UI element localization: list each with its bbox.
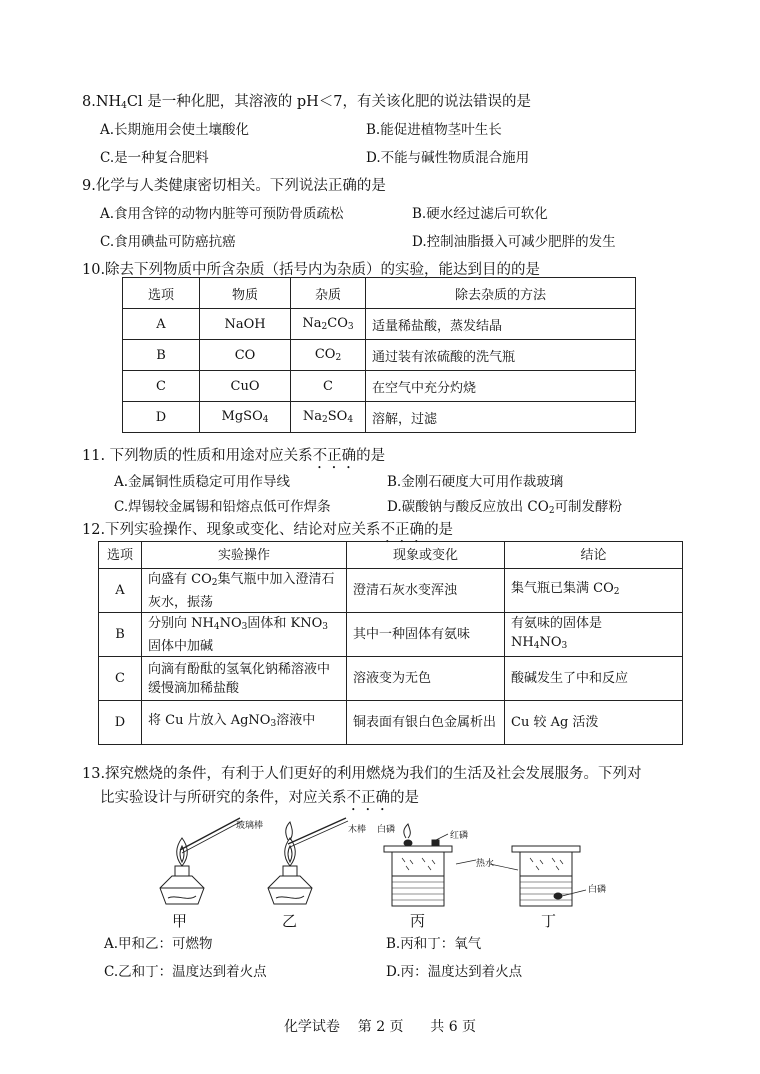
q13-option-d[interactable]: D.丙：温度达到着火点 bbox=[386, 964, 523, 980]
q9-option-a[interactable]: A.食用含锌的动物内脏等可预防骨质疏松 bbox=[100, 206, 344, 222]
label-white-phosphorus-2: 白磷 bbox=[588, 885, 607, 895]
q11-option-a[interactable]: A.金属铜性质稳定可用作导线 bbox=[114, 474, 291, 490]
q8-subscript: 4 bbox=[121, 101, 127, 111]
question-13-stem-line1: 13.探究燃烧的条件，有利于人们更好的利用燃烧为我们的生活及社会发展服务。下列对 bbox=[82, 766, 642, 782]
formula-sub: 4 bbox=[213, 621, 220, 632]
formula-sub: 2 bbox=[321, 322, 328, 332]
wood-stick bbox=[288, 818, 346, 844]
formula-sub: 3 bbox=[561, 640, 568, 651]
table-row bbox=[99, 701, 683, 745]
formula-sub: 3 bbox=[322, 621, 328, 632]
q9-option-c[interactable]: C.食用碘盐可防癌抗癌 bbox=[100, 234, 236, 250]
table-row bbox=[123, 340, 636, 371]
q10-header-option: 选项 bbox=[123, 278, 200, 309]
table-row bbox=[123, 402, 636, 433]
table-row bbox=[99, 613, 683, 657]
formula-sub: 2 bbox=[335, 353, 342, 363]
q10-row-d-impurity bbox=[291, 402, 366, 433]
text-part: 固体中加碱 bbox=[148, 638, 214, 654]
label-wood-stick: 木棒 bbox=[348, 825, 367, 835]
q12-header-option: 选项 bbox=[99, 542, 142, 569]
q9-option-b[interactable]: B.硬水经过滤后可软化 bbox=[412, 206, 548, 222]
q10-row-c-option: C bbox=[123, 371, 200, 402]
glass-rod bbox=[180, 818, 240, 850]
glass-rod-edge bbox=[182, 821, 242, 853]
table-row bbox=[123, 371, 636, 402]
q10-row-a-option: A bbox=[123, 309, 200, 340]
label-hot-water: 热水 bbox=[476, 859, 495, 869]
q11-option-d[interactable] bbox=[387, 495, 622, 516]
q12-row-b-phenomenon: 其中一种固体有氨味 bbox=[347, 613, 505, 657]
q10-row-b-impurity bbox=[291, 340, 366, 371]
text-part: 集气瓶已集满 CO bbox=[511, 581, 614, 596]
alcohol-lamp-yi bbox=[268, 822, 312, 904]
caption-yi: 乙 bbox=[282, 912, 298, 930]
text-part: NO bbox=[219, 615, 242, 631]
label-white-phosphorus: 白磷 bbox=[377, 825, 396, 835]
q10-row-d-option: D bbox=[123, 402, 200, 433]
q10-table bbox=[122, 277, 636, 433]
q12-header-operation: 实验操作 bbox=[142, 542, 347, 569]
q10-header-substance: 物质 bbox=[200, 278, 291, 309]
q10-row-a-impurity bbox=[291, 309, 366, 340]
question-11-stem bbox=[82, 444, 385, 472]
table-row bbox=[123, 309, 636, 340]
q10-row-a-substance: NaOH bbox=[200, 309, 291, 340]
caption-ding: 丁 bbox=[541, 912, 557, 930]
formula-sub: 2 bbox=[613, 587, 620, 597]
q11-pre: 11. 下列物质的性质和用途对应关系 bbox=[82, 448, 313, 464]
q8-prefix: 8.NH bbox=[82, 94, 122, 110]
text-part: 有氨味的固体是 bbox=[511, 615, 603, 631]
q10-header-method: 除去杂质的方法 bbox=[366, 278, 636, 309]
q12-emphasis: 不正确 bbox=[380, 522, 425, 538]
q10-header-impurity: 杂质 bbox=[291, 278, 366, 309]
q8-text: Cl 是一种化肥，其溶液的 pH＜7，有关该化肥的说法错误的是 bbox=[126, 94, 532, 110]
q12-row-a-conclusion bbox=[505, 569, 683, 613]
beaker-ding bbox=[512, 846, 580, 906]
q10-row-c-impurity: C bbox=[291, 371, 366, 402]
q12-row-c-phenomenon: 溶液变为无色 bbox=[347, 657, 505, 701]
formula-part: Na bbox=[302, 316, 322, 331]
q12-pre: 12.下列实验操作、现象或变化、结论对应关系 bbox=[82, 522, 381, 538]
q13-option-a[interactable]: A.甲和乙：可燃物 bbox=[104, 936, 213, 952]
caption-bing: 丙 bbox=[410, 912, 426, 930]
formula-part: Na bbox=[302, 409, 323, 424]
q12-header-conclusion: 结论 bbox=[505, 542, 683, 569]
q10-row-b-option: B bbox=[123, 340, 200, 371]
formula-sub: 3 bbox=[270, 719, 277, 729]
question-8-stem bbox=[82, 90, 531, 111]
q11-d-pre: D.碳酸钠与酸反应放出 CO bbox=[387, 499, 549, 515]
q12-row-d-conclusion: Cu 较 Ag 活泼 bbox=[505, 701, 683, 745]
q11-d-sub: 2 bbox=[548, 506, 555, 516]
text-part: 固体和 KNO bbox=[247, 615, 323, 631]
q13-option-b[interactable]: B.丙和丁：氧气 bbox=[386, 936, 482, 952]
text-part: 向盛有 CO bbox=[148, 571, 212, 587]
caption-jia: 甲 bbox=[172, 912, 188, 930]
table-row bbox=[99, 657, 683, 701]
table-row bbox=[99, 569, 683, 613]
q8-option-d[interactable]: D.不能与碱性物质混合施用 bbox=[366, 150, 530, 166]
q12-row-a-option: A bbox=[99, 569, 142, 613]
q11-option-c[interactable]: C.焊锡较金属锡和铅熔点低可作焊条 bbox=[114, 499, 331, 515]
q10-row-b-substance: CO bbox=[200, 340, 291, 371]
label-red-phosphorus: 红磷 bbox=[450, 831, 469, 841]
label-glass-rod: 玻璃棒 bbox=[236, 821, 264, 831]
question-10-stem: 10.除去下列物质中所含杂质（括号内为杂质）的实验，能达到目的的是 bbox=[82, 262, 541, 278]
q12-row-b-conclusion bbox=[505, 613, 683, 657]
q13-pre: 比实验设计与所研究的条件，对应关系 bbox=[100, 790, 347, 806]
q12-row-a-phenomenon: 澄清石灰水变浑浊 bbox=[347, 569, 505, 613]
q13-emphasis: 不正确 bbox=[346, 790, 390, 806]
q9-option-d[interactable]: D.控制油脂摄入可减少肥胖的发生 bbox=[412, 234, 616, 250]
q11-d-post: 可制发酵粉 bbox=[554, 499, 623, 515]
formula-part: SO bbox=[327, 409, 348, 424]
text-part: 溶液中 bbox=[276, 713, 316, 728]
q10-row-a-method: 适量稀盐酸，蒸发结晶 bbox=[366, 309, 636, 340]
q8-option-c[interactable]: C.是一种复合肥料 bbox=[100, 150, 209, 166]
formula-part: MgSO bbox=[221, 409, 263, 424]
formula-sub: 4 bbox=[262, 415, 269, 425]
q11-emphasis: 不正确 bbox=[312, 448, 357, 464]
q12-table bbox=[98, 541, 683, 745]
q13-post: 的是 bbox=[390, 790, 419, 806]
q10-row-d-substance bbox=[200, 402, 291, 433]
text-part: 集气瓶中加入澄清石灰水，振荡 bbox=[148, 571, 335, 610]
text-part: NH bbox=[511, 634, 534, 650]
q10-row-d-method: 溶解，过滤 bbox=[366, 402, 636, 433]
formula-sub: 2 bbox=[322, 415, 328, 425]
q12-row-b-option: B bbox=[99, 613, 142, 657]
formula-part: CO bbox=[327, 316, 348, 331]
q11-post: 的是 bbox=[356, 448, 386, 464]
beaker-bing bbox=[384, 824, 452, 906]
q10-row-b-method: 通过装有浓硫酸的洗气瓶 bbox=[366, 340, 636, 371]
q12-row-c-operation: 向滴有酚酞的氢氧化钠稀溶液中缓慢滴加稀盐酸 bbox=[142, 657, 347, 701]
q12-row-d-option: D bbox=[99, 701, 142, 745]
question-9-stem: 9.化学与人类健康密切相关。下列说法正确的是 bbox=[82, 178, 386, 194]
text-part: 将 Cu 片放入 AgNO bbox=[148, 713, 271, 728]
q10-row-c-substance: CuO bbox=[200, 371, 291, 402]
formula-part: CO bbox=[314, 347, 336, 362]
q12-row-d-operation bbox=[142, 701, 347, 745]
q12-row-c-conclusion: 酸碱发生了中和反应 bbox=[505, 657, 683, 701]
formula-sub: 3 bbox=[347, 322, 354, 332]
q12-row-b-operation bbox=[142, 613, 347, 657]
q13-option-c[interactable]: C.乙和丁：温度达到着火点 bbox=[104, 964, 267, 980]
text-part: 分别向 NH bbox=[148, 615, 214, 631]
formula-sub: 3 bbox=[241, 621, 248, 632]
q12-row-d-phenomenon: 铜表面有银白色金属析出 bbox=[347, 701, 505, 745]
q12-header-phenomenon: 现象或变化 bbox=[347, 542, 505, 569]
formula-sub: 4 bbox=[347, 415, 354, 425]
q12-row-a-operation bbox=[142, 569, 347, 613]
q11-option-b[interactable]: B.金刚石硬度大可用作裁玻璃 bbox=[387, 474, 564, 490]
q12-post: 的是 bbox=[424, 522, 454, 538]
wood-stick-edge bbox=[290, 821, 348, 847]
q8-option-a[interactable]: A.长期施用会使土壤酸化 bbox=[100, 122, 250, 138]
alcohol-lamp-jia bbox=[160, 838, 204, 904]
q12-row-c-option: C bbox=[99, 657, 142, 701]
page-footer: 化学试卷 第 2 页 共 6 页 bbox=[283, 1019, 477, 1035]
q8-option-b[interactable]: B.能促进植物茎叶生长 bbox=[366, 122, 502, 138]
q10-row-c-method: 在空气中充分灼烧 bbox=[366, 371, 636, 402]
text-part: NO bbox=[539, 634, 562, 650]
formula-sub: 2 bbox=[211, 577, 218, 588]
formula-sub: 4 bbox=[533, 640, 540, 651]
